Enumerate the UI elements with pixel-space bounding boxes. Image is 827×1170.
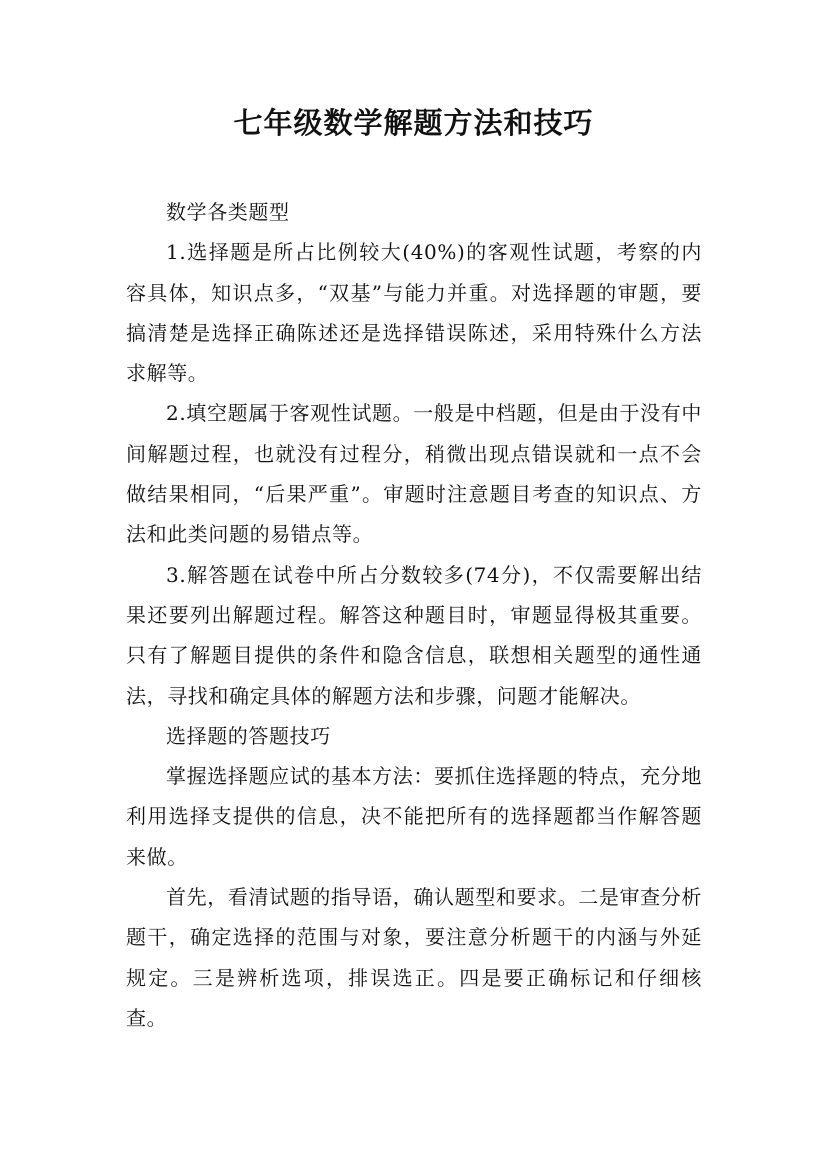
document-body	[126, 192, 702, 1038]
section-heading-choice-techniques: 选择题的答题技巧	[166, 723, 331, 748]
paragraph-basic-method: 掌握选择题应试的基本方法：要抓住选择题的特点，充分地利用选择支提供的信息，决不能把所有的选择题都当作解答题来做。	[126, 764, 702, 869]
paragraph-fill-in-blank: 2.填空题属于客观性试题。一般是中档题，但是由于没有中间解题过程，也就没有过程分，稍微出现点错误就和一点不会做结果相同，“后果严重”。审题时注意题目考查的知识点、方法和此类问题的易错点等。	[126, 401, 702, 547]
section-heading-question-types: 数学各类题型	[166, 200, 290, 224]
document-title: 七年级数学解题方法和技巧	[233, 106, 594, 140]
paragraph-multiple-choice: 1.选择题是所占比例较大(40%)的客观性试题，考察的内容具体，知识点多，“双基”与能力并重。对选择题的审题，要搞清楚是选择正确陈述还是选择错误陈述，采用特殊什么方法求解等。	[126, 240, 702, 386]
paragraph-steps: 首先，看清试题的指导语，确认题型和要求。二是审查分析题干，确定选择的范围与对象，要注意分析题干的内涵与外延规定。三是辨析选项，排误选正。四是要正确标记和仔细核查。	[126, 885, 702, 1030]
paragraph-solution-questions: 3.解答题在试卷中所占分数较多(74分)，不仅需要解出结果还要列出解题过程。解答这种题目时，审题显得极其重要。只有了解题目提供的条件和隐含信息，联想相关题型的通性通法，寻找和确定具体的解题方法和步骤，问题才能解决。	[126, 562, 702, 708]
